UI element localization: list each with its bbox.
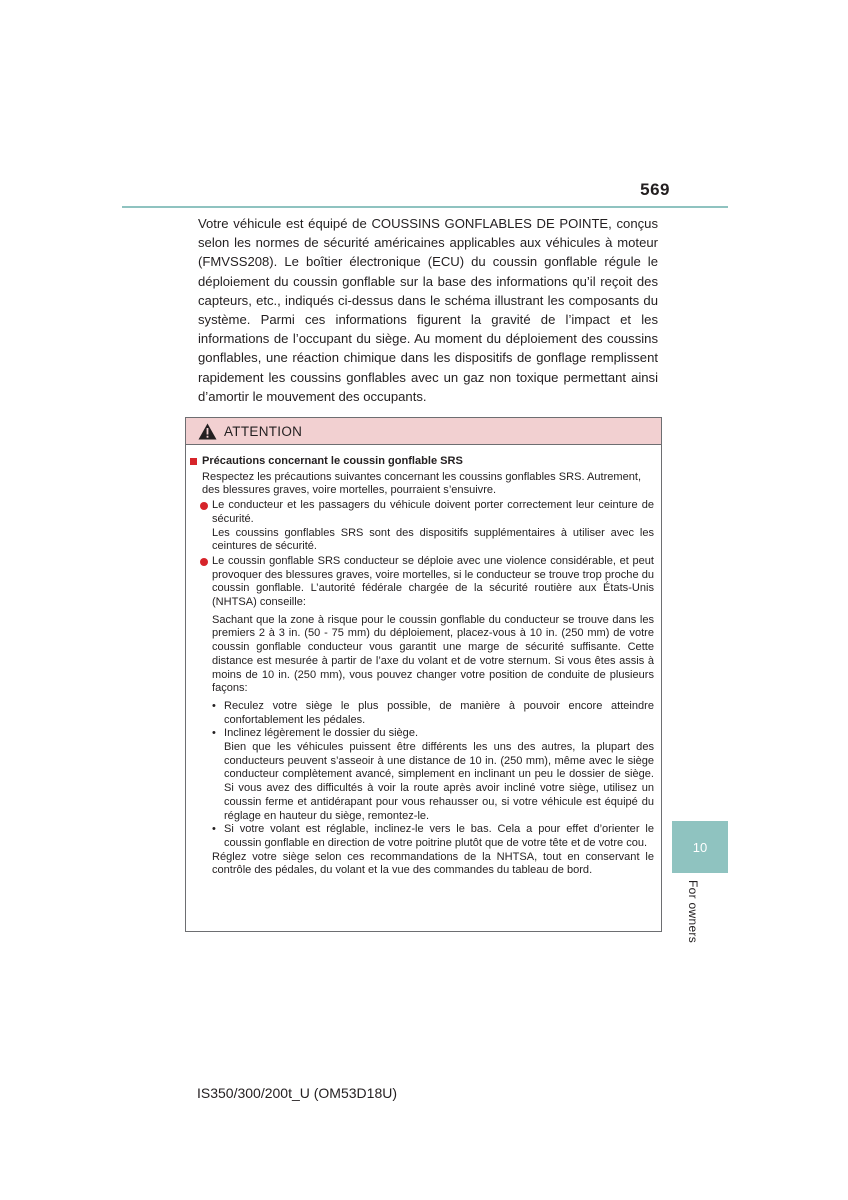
closing-text: Réglez votre siège selon ces recommandations de la NHTSA, tout en conservant le contrôle des pédales, du volant et la vue des commandes du tableau de bord. bbox=[212, 850, 654, 877]
sub-item-text: Inclinez légèrement le dossier du siège. bbox=[224, 727, 419, 740]
header-rule bbox=[122, 206, 728, 208]
intro-paragraph: Votre véhicule est équipé de COUSSINS GONFLABLES DE POINTE, conçus selon les normes de sécurité américaines applicables aux véhicules à moteur (FMVSS208). Le boîtier électronique (ECU) du coussin gonflable régule le déploiement du coussin gonflable sur la base des informations qu’il reçoit des capteurs, etc., indiqués ci-dessus dans le schéma illustrant les composants du système. Parmi ces informations figurent la gravité de l’impact et les informations de l’occupant du siège. Au moment du déploiement des coussins gonflables, une réaction chimique dans les dispositifs de gonflage remplissent rapidement les coussins gonflables avec un gaz non toxique permettant ainsi d’amortir le mouvement des occupants. bbox=[198, 216, 658, 404]
sub-bullet: • bbox=[212, 727, 216, 740]
sub-bullet: • bbox=[212, 699, 216, 712]
precaution-item-driver-airbag bbox=[200, 555, 654, 878]
sub-bullet: • bbox=[212, 823, 216, 836]
sub-item-text: Bien que les véhicules puissent être différents les uns des autres, la plupart des conducteurs peuvent s’asseoir à une distance de 10 in. (250 mm), même avec le siège conducteur complètement avancé, simplement en inclinant un peu le dossier de siège. Si vous avez des difficultés à voir la route après avoir incliné votre siège, utilisez un coussin ferme et antidérapant pour vous rehausser ou, si votre véhicule est équipé du réglage en hauteur du siège, remontez-le. bbox=[224, 741, 654, 822]
item-text: Le coussin gonflable SRS conducteur se déploie avec une violence considérable, et peut provoquer des blessures graves, voire mortelles, si le conducteur se trouve trop proche du coussin gonflable. L’autorité fédérale chargée de la sécurité routière aux États-Unis (NHTSA) conseille: bbox=[212, 554, 654, 609]
chapter-label: For owners bbox=[686, 880, 700, 944]
item-text: Le conducteur et les passagers du véhicule doivent porter correctement leur ceinture de sécurité. bbox=[212, 499, 654, 525]
sub-item-text: Reculez votre siège le plus possible, de manière à pouvoir encore atteindre confortablement les pédales. bbox=[224, 699, 654, 726]
attention-box bbox=[185, 417, 662, 932]
item-text: Les coussins gonflables SRS sont des dispositifs supplémentaires à utiliser avec les ceintures de sécurité. bbox=[212, 526, 654, 553]
footer-model-code: IS350/300/200t_U (OM53D18U) bbox=[197, 1085, 397, 1101]
square-bullet-icon bbox=[190, 458, 197, 465]
section-title: Précautions concernant le coussin gonflable SRS bbox=[202, 455, 463, 467]
sub-item-text: Si votre volant est réglable, inclinez-le vers le bas. Cela a pour effet d’orienter le coussin gonflable en direction de votre poitrine plutôt que de votre tête et de votre cou. bbox=[224, 823, 654, 849]
attention-title: ATTENTION bbox=[224, 423, 303, 439]
warning-triangle-icon bbox=[198, 423, 217, 440]
chapter-tab: 10 bbox=[672, 821, 728, 873]
section-text: Respectez les précautions suivantes concernant les coussins gonflables SRS. Autrement, des blessures graves, voire mortelles, pourraient s’ensuivre. bbox=[202, 470, 642, 497]
attention-body bbox=[186, 445, 661, 878]
sub-list-item bbox=[212, 823, 654, 850]
bullet-dot-icon bbox=[200, 502, 208, 510]
page-number: 569 bbox=[640, 180, 670, 199]
sub-list-item bbox=[212, 700, 654, 727]
sub-list-item bbox=[212, 727, 654, 823]
bullet-dot-icon bbox=[200, 558, 208, 566]
section-heading bbox=[190, 455, 654, 469]
precaution-item-seatbelt bbox=[200, 499, 654, 554]
attention-header bbox=[186, 418, 661, 445]
item-text: Sachant que la zone à risque pour le coussin gonflable du conducteur se trouve dans les premiers 2 à 3 in. (50 - 75 mm) du déploiement, placez-vous à 10 in. (250 mm) de votre coussin gonflable conducteur vous garantit une marge de sécurité suffisante. Cette distance est mesurée à partir de l’axe du volant et de votre sternum. Si vous êtes assis à moins de 10 in. (250 mm), vous pouvez changer votre position de conduite de plusieurs façons: bbox=[212, 613, 654, 695]
